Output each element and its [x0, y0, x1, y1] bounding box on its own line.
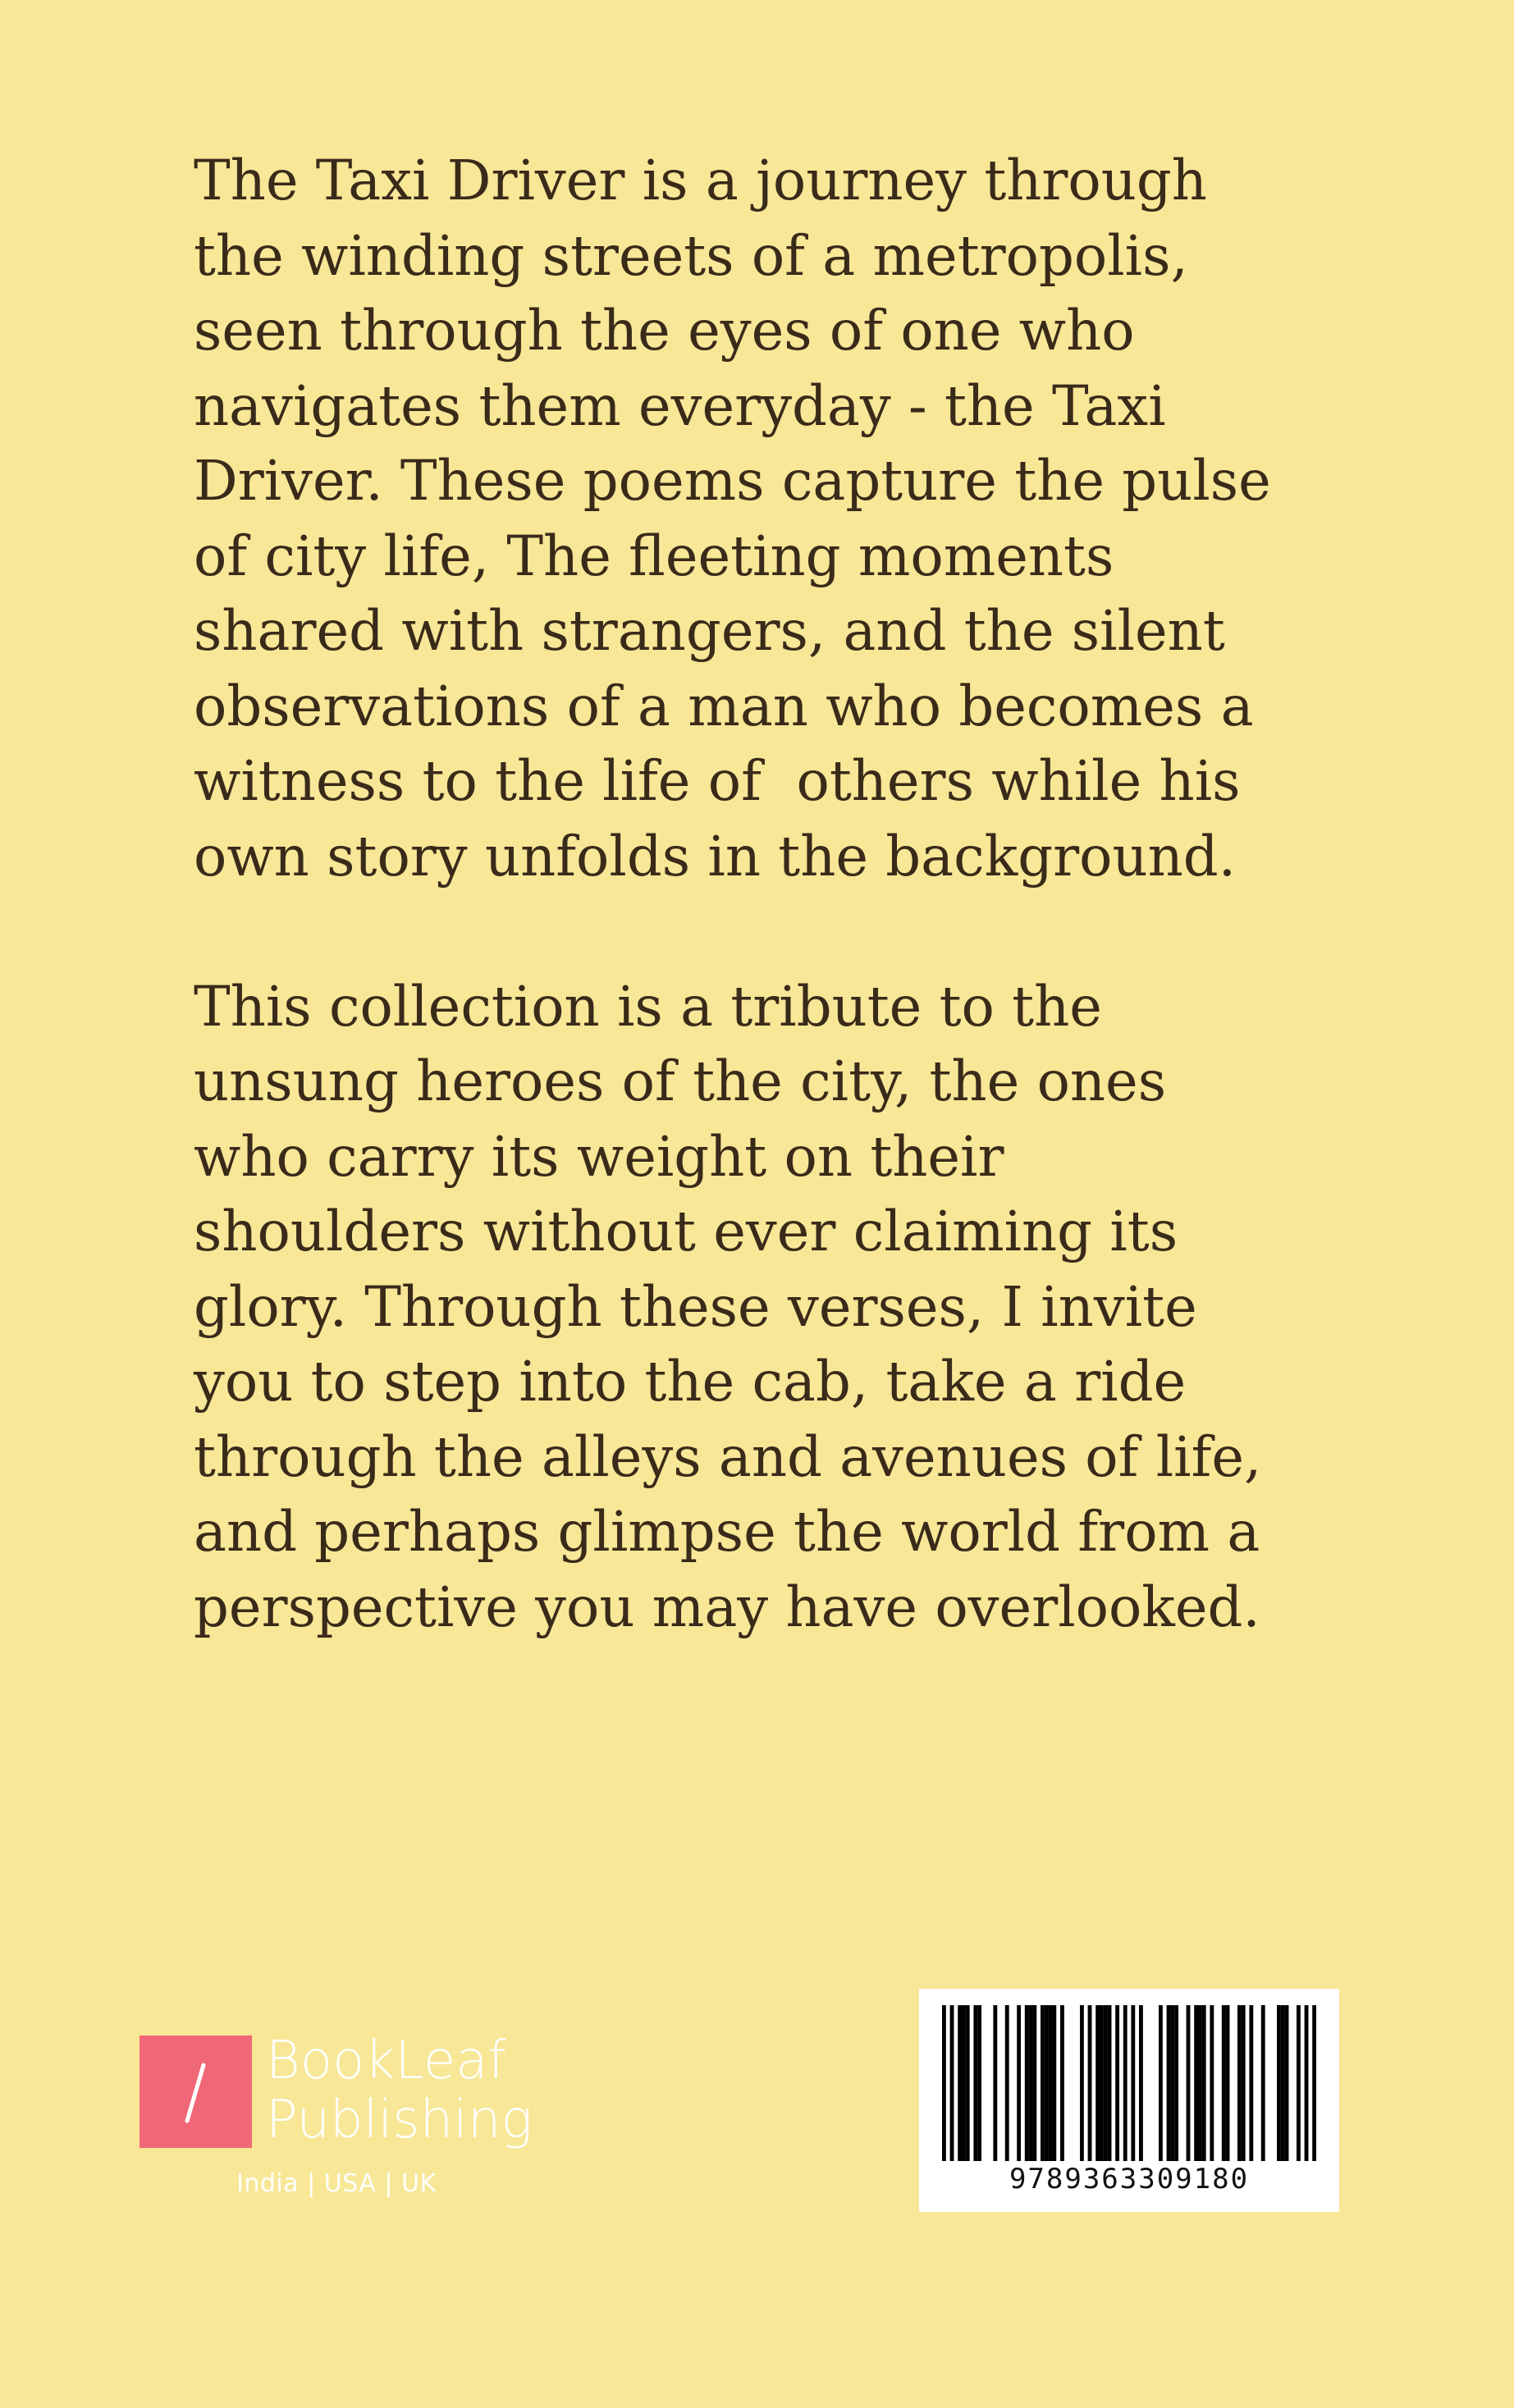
- barcode-bar: [1115, 2005, 1119, 2161]
- barcode-bar: [1237, 2005, 1242, 2161]
- blurb-line: who carry its weight on their: [194, 1124, 1004, 1189]
- barcode-bar: [1285, 2005, 1289, 2161]
- blurb-line: glory. Through these verses, I invite: [194, 1274, 1197, 1339]
- slash-mark: [140, 2036, 252, 2148]
- barcode-bar: [1242, 2005, 1246, 2161]
- barcode-bar: [1187, 2005, 1191, 2161]
- barcode-bar: [977, 2005, 981, 2161]
- barcode-bar: [1108, 2005, 1112, 2161]
- barcode-bar: [1052, 2005, 1056, 2161]
- publisher-logo: [140, 2031, 550, 2212]
- barcode-bar: [1041, 2005, 1045, 2161]
- paragraph-spacer: [194, 894, 1375, 970]
- barcode-bar: [1088, 2005, 1092, 2161]
- barcode-bar: [1202, 2005, 1206, 2161]
- barcode-bar: [1305, 2005, 1309, 2161]
- book-blurb: [194, 144, 1375, 1645]
- barcode-bar: [1032, 2005, 1036, 2161]
- barcode-bar: [1045, 2005, 1049, 2161]
- blurb-line: through the alleys and avenues of life,: [194, 1424, 1262, 1489]
- barcode-bar: [1049, 2005, 1053, 2161]
- barcode-bar: [942, 2005, 946, 2161]
- blurb-paragraph-1: [194, 144, 1375, 894]
- publisher-name-line-1: BookLeaf: [266, 2031, 506, 2091]
- blurb-line: navigates them everyday - the Taxi: [194, 373, 1166, 438]
- blurb-line: of city life, The fleeting moments: [194, 523, 1114, 588]
- barcode-bar: [950, 2005, 954, 2161]
- barcode-bar: [1005, 2005, 1009, 2161]
- barcode-bar: [1297, 2005, 1301, 2161]
- blurb-line: you to step into the cab, take a ride: [194, 1350, 1187, 1414]
- barcode-bar: [1249, 2005, 1253, 2161]
- barcode-bar: [993, 2005, 997, 2161]
- barcode-bar: [1104, 2005, 1108, 2161]
- blurb-line: shared with strangers, and the silent: [194, 599, 1225, 663]
- barcode-bar: [1060, 2005, 1064, 2161]
- barcode-bar: [1226, 2005, 1230, 2161]
- barcode-bar: [958, 2005, 962, 2161]
- blurb-line: observations of a man who becomes a: [194, 674, 1254, 738]
- barcode-bars: [942, 2005, 1316, 2161]
- barcode-bar: [962, 2005, 966, 2161]
- blurb-line: Driver. These poems capture the pulse: [194, 449, 1271, 513]
- barcode-bar: [1100, 2005, 1104, 2161]
- barcode-bar: [1017, 2005, 1021, 2161]
- barcode-bar: [1029, 2005, 1033, 2161]
- publisher-regions: India | USA | UK: [236, 2169, 437, 2198]
- barcode-bar: [1095, 2005, 1100, 2161]
- blurb-paragraph-2: [194, 970, 1375, 1646]
- barcode-bar: [1159, 2005, 1163, 2161]
- isbn-barcode: [919, 1989, 1339, 2212]
- barcode-bar: [1194, 2005, 1198, 2161]
- isbn-number: 9789363309180: [1009, 2163, 1250, 2196]
- barcode-bar: [1080, 2005, 1084, 2161]
- blurb-line: the winding streets of a metropolis,: [194, 223, 1188, 288]
- barcode-bar: [1131, 2005, 1135, 2161]
- barcode-bar: [1312, 2005, 1316, 2161]
- barcode-bar: [1174, 2005, 1178, 2161]
- barcode-bar: [1167, 2005, 1171, 2161]
- barcode-bar: [1261, 2005, 1265, 2161]
- barcode-bar: [1123, 2005, 1127, 2161]
- blurb-line: shoulders without ever claiming its: [194, 1199, 1178, 1263]
- blurb-line: perspective you may have overlooked.: [194, 1574, 1260, 1639]
- barcode-bar: [1277, 2005, 1281, 2161]
- blurb-line: This collection is a tribute to the: [194, 974, 1102, 1039]
- blurb-line: The Taxi Driver is a journey through: [194, 149, 1207, 212]
- leaf-slash-icon: [140, 2036, 252, 2148]
- blurb-line: and perhaps glimpse the world from a: [194, 1500, 1260, 1564]
- publisher-name: [266, 2031, 533, 2150]
- barcode-bar: [973, 2005, 977, 2161]
- barcode-bar: [1198, 2005, 1202, 2161]
- blurb-line: unsung heroes of the city, the ones: [194, 1049, 1167, 1113]
- barcode-bar: [1222, 2005, 1226, 2161]
- barcode-bar: [1170, 2005, 1174, 2161]
- barcode-bar: [1281, 2005, 1285, 2161]
- blurb-line: seen through the eyes of one who: [194, 299, 1135, 363]
- barcode-bar: [1025, 2005, 1029, 2161]
- blurb-line: own story unfolds in the background.: [194, 824, 1236, 889]
- blurb-line: witness to the life of others while his: [194, 749, 1241, 813]
- publisher-name-line-2: Publishing: [266, 2090, 533, 2150]
- barcode-bar: [966, 2005, 970, 2161]
- barcode-bar: [1139, 2005, 1143, 2161]
- barcode-bar: [1210, 2005, 1214, 2161]
